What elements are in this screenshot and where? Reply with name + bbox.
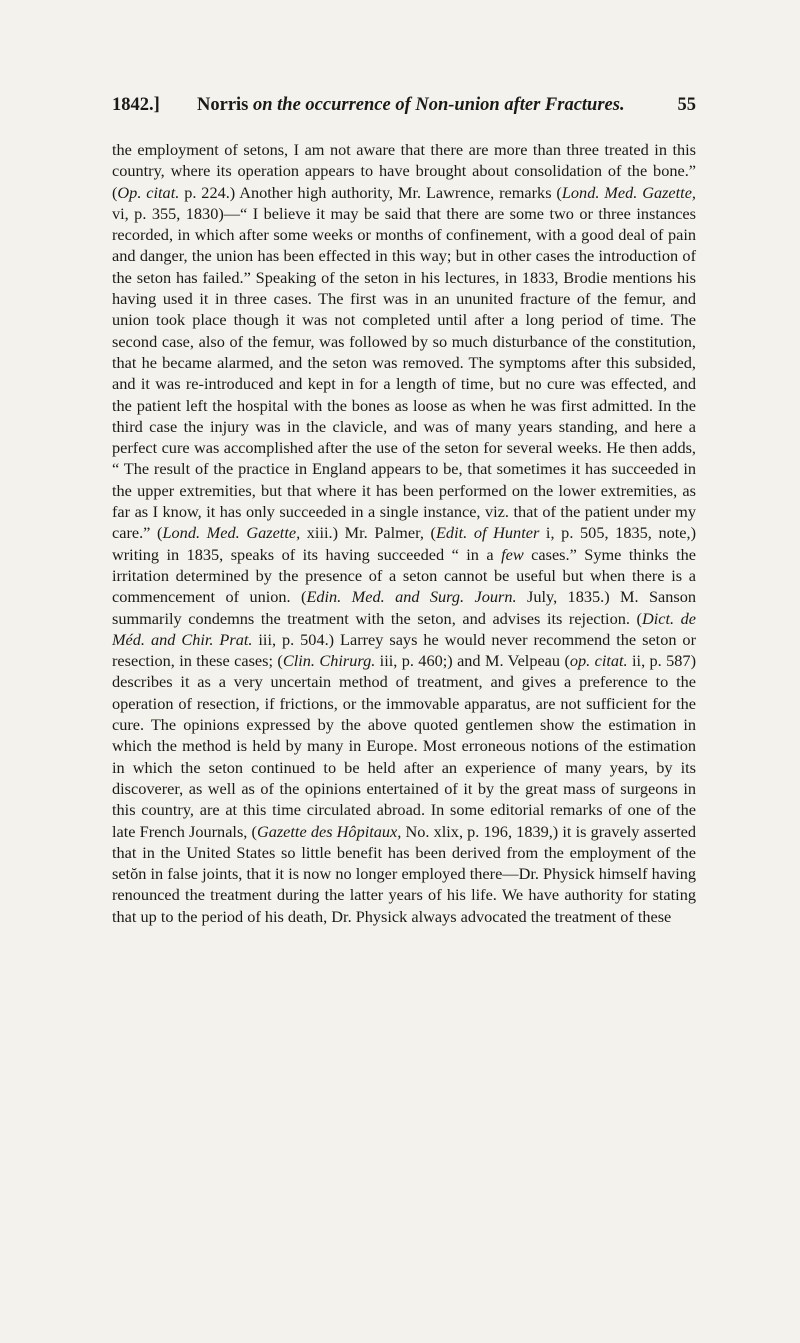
text-run: ii, p. 587) describes it as a very uncertain method of treatment, and gives a preference to the operation of resection, if frictions, or the immovable apparatus, are not sufficient for the cure. The opinions expressed by the above quoted gentlemen show the estimation in which the method is held by many in Europe. Most erroneous notions of the estimation in which the seton continued to be held after an experience of many years, by its discoverer, as well as of the opinions entertained of it by the great mass of surgeons in this country, are at this time circulated abroad. In some editorial remarks of one of the late French Journals, ( (112, 651, 696, 841)
text-run: p. 224.) Another high authority, Mr. Lawrence, remarks ( (179, 182, 562, 202)
text-run: iii, p. 460;) and M. Velpeau ( (375, 651, 570, 671)
italic-citation: Edin. Med. and Surg. Journ. (306, 587, 517, 607)
italic-citation: Lond. Med. Gazette, (561, 182, 697, 202)
italic-citation: Lond. Med. Gazette, (162, 523, 301, 543)
text-run: cases.” Syme thinks the irritation determined by the presence of a seton cannot be useful but when there is a commencement of union. ( (112, 544, 696, 607)
italic-citation: Edit. of Hunter (435, 523, 540, 543)
header-article-title: on the occurrence of Non-union after Fractures. (253, 95, 625, 115)
italic-citation: few (501, 544, 524, 564)
body-paragraph (112, 139, 696, 927)
italic-citation: Clin. Chirurg. (282, 651, 376, 671)
italic-citation: op. citat. (569, 651, 628, 671)
header-title (197, 95, 625, 116)
header-year: 1842.] (112, 95, 160, 115)
italic-citation: Gazette des Hôpitaux, (256, 821, 402, 841)
text-run: xiii.) Mr. Palmer, ( (300, 523, 436, 543)
book-page (112, 95, 696, 943)
text-run: vi, p. 355, 1830)—“ I believe it may be said that there are some two or three instances recorded, in which after some weeks or months of confinement, with a good deal of pain and danger, the union has been effected in this way; but in other cases the introduction of the seton has failed.” Speaking of the seton in his lectures, in 1833, Brodie mentions his having used it in three cases. The first was in an ununited fracture of the femur, and union took place though it was not completed until after a long period of time. The second case, also of the femur, was followed by so much disturbance of the constitution, that he became alarmed, and the seton was removed. The symptoms after this subsided, and it was re-introduced and kept in for a length of time, but no cure was effected, and the patient left the hospital with the bones as loose as when he was first admitted. In the third case the injury was in the clavicle, and was of many years standing, and here a perfect cure was accomplished after the use of the seton for several weeks. He then adds, “ The result of the practice in England appears to be, that sometimes it has succeeded in the upper extremities, but that where it has been performed on the lower extremities, as far as I know, it has only succeeded in a single instance, viz. that of the patient under my care.” ( (112, 203, 696, 543)
text-run: iii, p. 504.) Larrey says he would never recommend the seton or resection, in these cases; ( (112, 629, 696, 671)
italic-citation: Dict. de Méd. and Chir. Prat. (112, 608, 696, 649)
running-header (112, 95, 696, 123)
text-run: July, 1835.) M. Sanson summarily condemns the treatment with the seton, and advises its rejection. ( (112, 587, 697, 628)
text-run: i, p. 505, 1835, note,) writing in 1835, speaks of its having succeeded “ in a (112, 523, 696, 564)
italic-citation: Op. citat. (117, 182, 180, 202)
text-run: the employment of setons, I am not aware that there are more than three treated in this country, where its operation appears to have brought about consolidation of the bone.” ( (112, 140, 696, 202)
page-number: 55 (677, 95, 696, 115)
text-run: No. xlix, p. 196, 1839,) it is gravely asserted that in the United States so little benefit has been derived from the employment of the setŏn in false joints, that it is now no longer employed there—Dr. Physick himself having renounced the treatment during the latter years of his life. We have authority for stating that up to the period of his death, Dr. Physick always advocated the treatment of these (112, 821, 696, 926)
header-author: Norris (197, 95, 249, 115)
